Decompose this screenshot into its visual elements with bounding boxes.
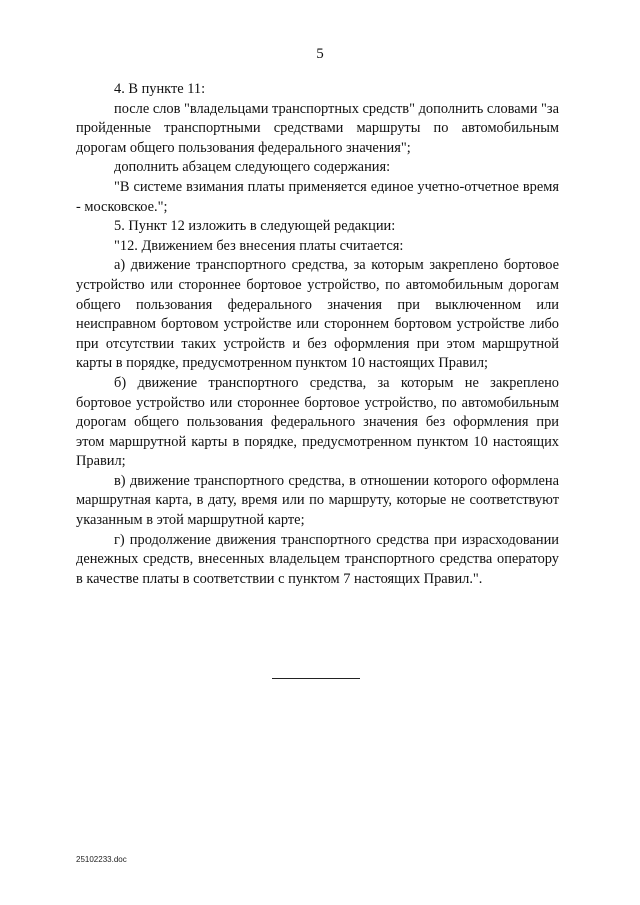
amendment-item-5-heading: 5. Пункт 12 изложить в следующей редакции: <box>114 218 396 235</box>
footer-file-name: 25102233.doc <box>76 855 127 864</box>
document-body <box>76 80 559 589</box>
closing-separator-line <box>272 678 360 679</box>
clause-12-subitem-g: г) продолжение движения транспортного средства при израсходовании денежных средств, внесенных владельцем транспортного средства оператору в качестве платы в соответствии с пунктом 7 настоящих Правил.". <box>76 531 559 587</box>
amendment-item-4-heading: 4. В пункте 11: <box>114 81 206 97</box>
amendment-item-4-new-paragraph: "В системе взимания платы применяется единое учетно-отчетное время - московское."; <box>76 178 559 215</box>
clause-12-subitem-v: в) движение транспортного средства, в отношении которого оформлена маршрутная карта, в дату, время или по маршруту, которые не соответствуют указанным в этой маршрутной карте; <box>76 472 559 529</box>
page-number: 5 <box>316 46 324 62</box>
clause-12-subitem-b: б) движение транспортного средства, за которым не закреплено бортовое устройство или стороннее бортовое устройство, по автомобильным дорогам общего пользования федерального значения без оформления при этом маршрутной карты в порядке, предусмотренном пунктом 10 настоящих Правил; <box>76 374 559 470</box>
clause-12-subitem-a: а) движение транспортного средства, за которым закреплено бортовое устройство или стороннее бортовое устройство, по автомобильным дорогам общего пользования федерального значения при выключенном или неисправном бортовом устройстве или стороннем бортовом устройстве либо при отсутствии таких устройств и без оформления при этом маршрутной карты в порядке, предусмотренном пунктом 10 настоящих Правил; <box>76 257 559 372</box>
amendment-item-4-new-paragraph-intro: дополнить абзацем следующего содержания: <box>114 159 391 176</box>
amendment-item-4-addition: после слов "владельцами транспортных средств" дополнить словами "за пройденные транспортными средствами маршруты по автомобильным дорогам общего пользования федерального значения"; <box>76 100 559 156</box>
clause-12-intro: "12. Движением без внесения платы считается: <box>114 237 404 254</box>
